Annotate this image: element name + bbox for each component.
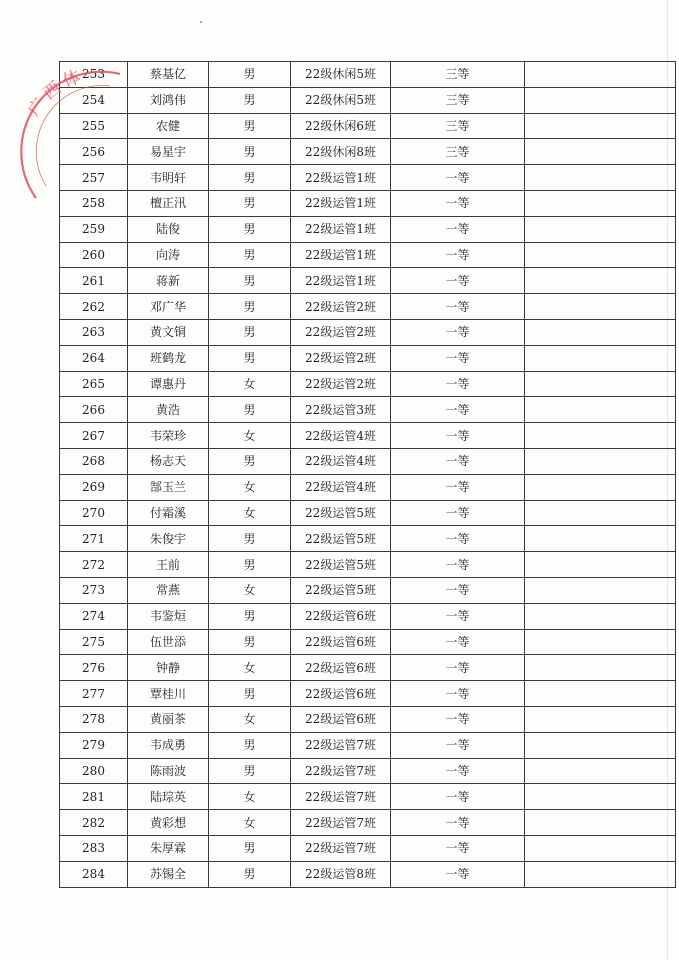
award-level: 一等	[391, 732, 525, 758]
class-name: 22级运管6班	[291, 655, 391, 681]
row-number: 263	[60, 319, 128, 345]
remark-cell	[525, 371, 676, 397]
award-level: 一等	[391, 603, 525, 629]
award-level: 一等	[391, 552, 525, 578]
remark-cell	[525, 526, 676, 552]
class-name: 22级运管2班	[291, 345, 391, 371]
award-level: 一等	[391, 319, 525, 345]
remark-cell	[525, 732, 676, 758]
award-level: 一等	[391, 810, 525, 836]
student-name: 朱俊宇	[128, 526, 209, 552]
roster-table-body	[60, 62, 676, 888]
student-gender: 女	[209, 500, 291, 526]
student-name: 黄浩	[128, 397, 209, 423]
student-name: 陈雨波	[128, 758, 209, 784]
award-level: 一等	[391, 397, 525, 423]
class-name: 22级休闲5班	[291, 87, 391, 113]
student-name: 易星宇	[128, 139, 209, 165]
class-name: 22级运管7班	[291, 835, 391, 861]
class-name: 22级运管6班	[291, 681, 391, 707]
student-gender: 男	[209, 526, 291, 552]
student-name: 王前	[128, 552, 209, 578]
table-row	[60, 294, 676, 320]
row-number: 283	[60, 835, 128, 861]
student-name: 黄彩想	[128, 810, 209, 836]
table-row	[60, 423, 676, 449]
award-level: 一等	[391, 861, 525, 887]
table-row	[60, 474, 676, 500]
student-gender: 男	[209, 113, 291, 139]
class-name: 22级运管5班	[291, 552, 391, 578]
remark-cell	[525, 810, 676, 836]
class-name: 22级运管5班	[291, 526, 391, 552]
table-row	[60, 577, 676, 603]
remark-cell	[525, 423, 676, 449]
table-row	[60, 62, 676, 88]
student-gender: 男	[209, 216, 291, 242]
student-name: 蔡基亿	[128, 62, 209, 88]
student-gender: 男	[209, 835, 291, 861]
award-level: 一等	[391, 474, 525, 500]
table-row	[60, 371, 676, 397]
student-gender: 男	[209, 732, 291, 758]
table-row	[60, 732, 676, 758]
remark-cell	[525, 216, 676, 242]
seal-text: 广西体	[24, 65, 88, 121]
row-number: 259	[60, 216, 128, 242]
student-gender: 男	[209, 448, 291, 474]
row-number: 272	[60, 552, 128, 578]
class-name: 22级运管7班	[291, 784, 391, 810]
student-name: 陆俊	[128, 216, 209, 242]
student-gender: 男	[209, 681, 291, 707]
table-row	[60, 113, 676, 139]
award-roster-table	[59, 61, 676, 888]
table-row	[60, 552, 676, 578]
student-name: 付霜溪	[128, 500, 209, 526]
table-row	[60, 655, 676, 681]
student-name: 伍世添	[128, 629, 209, 655]
row-number: 275	[60, 629, 128, 655]
class-name: 22级运管7班	[291, 810, 391, 836]
remark-cell	[525, 655, 676, 681]
row-number: 269	[60, 474, 128, 500]
student-name: 陆琮英	[128, 784, 209, 810]
class-name: 22级运管2班	[291, 319, 391, 345]
row-number: 284	[60, 861, 128, 887]
class-name: 22级运管3班	[291, 397, 391, 423]
student-name: 黄文铜	[128, 319, 209, 345]
student-name: 农健	[128, 113, 209, 139]
row-number: 282	[60, 810, 128, 836]
table-row	[60, 681, 676, 707]
remark-cell	[525, 629, 676, 655]
student-name: 蒋新	[128, 268, 209, 294]
remark-cell	[525, 242, 676, 268]
remark-cell	[525, 268, 676, 294]
row-number: 258	[60, 190, 128, 216]
row-number: 276	[60, 655, 128, 681]
student-name: 班鹤龙	[128, 345, 209, 371]
row-number: 257	[60, 165, 128, 191]
student-gender: 男	[209, 294, 291, 320]
student-gender: 男	[209, 242, 291, 268]
student-name: 谭惠丹	[128, 371, 209, 397]
award-level: 一等	[391, 268, 525, 294]
row-number: 271	[60, 526, 128, 552]
table-row	[60, 526, 676, 552]
class-name: 22级休闲8班	[291, 139, 391, 165]
table-row	[60, 784, 676, 810]
remark-cell	[525, 552, 676, 578]
remark-cell	[525, 319, 676, 345]
student-gender: 男	[209, 139, 291, 165]
row-number: 260	[60, 242, 128, 268]
table-row	[60, 268, 676, 294]
remark-cell	[525, 577, 676, 603]
table-row	[60, 861, 676, 887]
award-level: 一等	[391, 165, 525, 191]
student-gender: 女	[209, 423, 291, 449]
class-name: 22级运管7班	[291, 758, 391, 784]
award-level: 一等	[391, 526, 525, 552]
student-gender: 女	[209, 784, 291, 810]
class-name: 22级运管7班	[291, 732, 391, 758]
student-gender: 女	[209, 706, 291, 732]
student-gender: 女	[209, 810, 291, 836]
student-gender: 男	[209, 165, 291, 191]
student-gender: 男	[209, 345, 291, 371]
class-name: 22级休闲6班	[291, 113, 391, 139]
table-row	[60, 603, 676, 629]
student-gender: 男	[209, 758, 291, 784]
student-name: 韦成勇	[128, 732, 209, 758]
award-level: 一等	[391, 448, 525, 474]
class-name: 22级运管1班	[291, 268, 391, 294]
remark-cell	[525, 835, 676, 861]
table-row	[60, 810, 676, 836]
student-name: 韦荣珍	[128, 423, 209, 449]
student-name: 覃桂川	[128, 681, 209, 707]
student-name: 刘鸿伟	[128, 87, 209, 113]
award-level: 三等	[391, 62, 525, 88]
class-name: 22级休闲5班	[291, 62, 391, 88]
row-number: 264	[60, 345, 128, 371]
remark-cell	[525, 165, 676, 191]
row-number: 266	[60, 397, 128, 423]
student-gender: 男	[209, 190, 291, 216]
class-name: 22级运管2班	[291, 294, 391, 320]
remark-cell	[525, 190, 676, 216]
remark-cell	[525, 397, 676, 423]
award-level: 三等	[391, 139, 525, 165]
class-name: 22级运管5班	[291, 577, 391, 603]
student-gender: 男	[209, 552, 291, 578]
student-gender: 男	[209, 603, 291, 629]
class-name: 22级运管5班	[291, 500, 391, 526]
student-name: 韦鉴烜	[128, 603, 209, 629]
class-name: 22级运管1班	[291, 242, 391, 268]
student-name: 向涛	[128, 242, 209, 268]
table-row	[60, 139, 676, 165]
class-name: 22级运管1班	[291, 190, 391, 216]
table-row	[60, 835, 676, 861]
row-number: 262	[60, 294, 128, 320]
row-number: 268	[60, 448, 128, 474]
class-name: 22级运管8班	[291, 861, 391, 887]
class-name: 22级运管6班	[291, 629, 391, 655]
student-name: 苏锡全	[128, 861, 209, 887]
award-level: 三等	[391, 87, 525, 113]
table-row	[60, 190, 676, 216]
student-gender: 男	[209, 319, 291, 345]
remark-cell	[525, 861, 676, 887]
class-name: 22级运管6班	[291, 603, 391, 629]
row-number: 278	[60, 706, 128, 732]
class-name: 22级运管4班	[291, 448, 391, 474]
table-row	[60, 345, 676, 371]
remark-cell	[525, 345, 676, 371]
table-row	[60, 706, 676, 732]
row-number: 255	[60, 113, 128, 139]
table-row	[60, 758, 676, 784]
award-level: 一等	[391, 294, 525, 320]
student-gender: 女	[209, 655, 291, 681]
row-number: 270	[60, 500, 128, 526]
remark-cell	[525, 603, 676, 629]
table-row	[60, 242, 676, 268]
student-name: 檀正汛	[128, 190, 209, 216]
student-gender: 男	[209, 62, 291, 88]
award-level: 一等	[391, 758, 525, 784]
remark-cell	[525, 681, 676, 707]
award-level: 一等	[391, 500, 525, 526]
student-name: 邓广华	[128, 294, 209, 320]
remark-cell	[525, 139, 676, 165]
class-name: 22级运管4班	[291, 474, 391, 500]
scan-speck	[200, 21, 202, 23]
table-row	[60, 319, 676, 345]
award-level: 一等	[391, 345, 525, 371]
row-number: 254	[60, 87, 128, 113]
class-name: 22级运管2班	[291, 371, 391, 397]
award-level: 一等	[391, 577, 525, 603]
class-name: 22级运管1班	[291, 216, 391, 242]
class-name: 22级运管6班	[291, 706, 391, 732]
remark-cell	[525, 706, 676, 732]
table-row	[60, 629, 676, 655]
student-gender: 女	[209, 474, 291, 500]
student-gender: 男	[209, 397, 291, 423]
remark-cell	[525, 294, 676, 320]
award-level: 一等	[391, 655, 525, 681]
row-number: 253	[60, 62, 128, 88]
student-name: 朱厚霖	[128, 835, 209, 861]
remark-cell	[525, 500, 676, 526]
remark-cell	[525, 784, 676, 810]
award-level: 三等	[391, 113, 525, 139]
award-level: 一等	[391, 706, 525, 732]
award-level: 一等	[391, 835, 525, 861]
table-row	[60, 87, 676, 113]
student-name: 钟静	[128, 655, 209, 681]
student-name: 常燕	[128, 577, 209, 603]
row-number: 261	[60, 268, 128, 294]
award-level: 一等	[391, 371, 525, 397]
award-level: 一等	[391, 242, 525, 268]
award-level: 一等	[391, 216, 525, 242]
award-level: 一等	[391, 190, 525, 216]
student-name: 韦明轩	[128, 165, 209, 191]
table-row	[60, 165, 676, 191]
student-name: 杨志天	[128, 448, 209, 474]
row-number: 274	[60, 603, 128, 629]
student-gender: 男	[209, 629, 291, 655]
row-number: 277	[60, 681, 128, 707]
award-level: 一等	[391, 423, 525, 449]
row-number: 265	[60, 371, 128, 397]
student-name: 郜玉兰	[128, 474, 209, 500]
row-number: 280	[60, 758, 128, 784]
remark-cell	[525, 448, 676, 474]
table-row	[60, 216, 676, 242]
student-gender: 女	[209, 577, 291, 603]
row-number: 267	[60, 423, 128, 449]
row-number: 279	[60, 732, 128, 758]
remark-cell	[525, 113, 676, 139]
class-name: 22级运管1班	[291, 165, 391, 191]
table-row	[60, 397, 676, 423]
student-name: 黄丽茶	[128, 706, 209, 732]
student-gender: 男	[209, 87, 291, 113]
table-row	[60, 500, 676, 526]
remark-cell	[525, 758, 676, 784]
class-name: 22级运管4班	[291, 423, 391, 449]
award-level: 一等	[391, 784, 525, 810]
remark-cell	[525, 87, 676, 113]
table-row	[60, 448, 676, 474]
row-number: 281	[60, 784, 128, 810]
student-gender: 男	[209, 861, 291, 887]
student-gender: 女	[209, 371, 291, 397]
award-level: 一等	[391, 681, 525, 707]
award-level: 一等	[391, 629, 525, 655]
student-gender: 男	[209, 268, 291, 294]
row-number: 256	[60, 139, 128, 165]
row-number: 273	[60, 577, 128, 603]
remark-cell	[525, 62, 676, 88]
remark-cell	[525, 474, 676, 500]
